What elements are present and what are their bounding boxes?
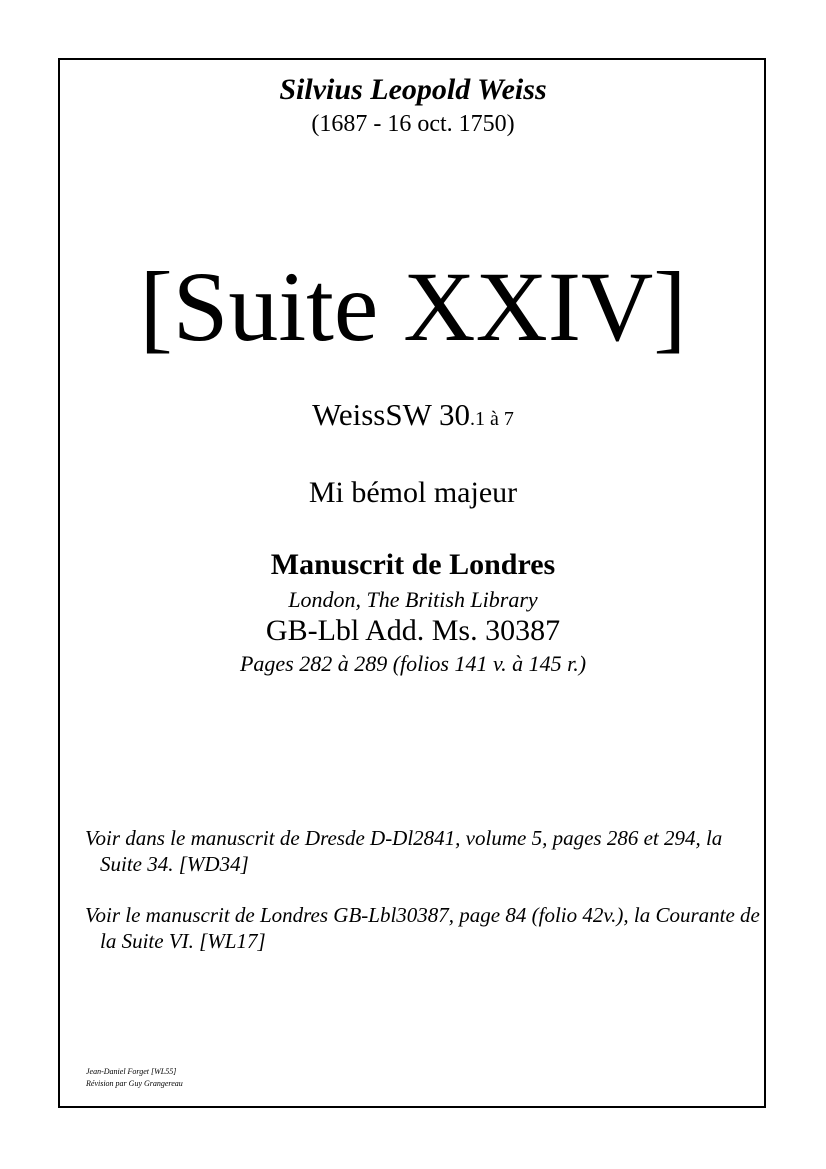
catalog-range: .1 à 7 <box>470 408 514 430</box>
note-london: Voir le manuscrit de Londres GB-Lbl30387, page 84 (folio 42v.), la Courante de la Suite VI. [WL17] <box>85 903 760 953</box>
key-signature: Mi bémol majeur <box>308 476 518 509</box>
composer-name: Silvius Leopold Weiss <box>279 73 547 106</box>
composer-dates: (1687 - 16 oct. 1750) <box>311 111 515 137</box>
credits <box>86 1066 183 1090</box>
page-title: [Suite XXIV] <box>139 251 687 362</box>
manuscript-name: Manuscrit de Londres <box>270 548 556 581</box>
shelfmark: GB-Lbl Add. Ms. 30387 <box>265 614 561 647</box>
note-dresden: Voir dans le manuscrit de Dresde D-Dl2841, volume 5, pages 286 et 294, la Suite 34. [WD34] <box>85 826 723 876</box>
catalog-main: WeissSW 30 <box>312 397 471 432</box>
revision-credit: Révision par Guy Grangereau <box>86 1079 183 1088</box>
editor-credit: Jean-Daniel Forget [WL55] <box>86 1067 177 1076</box>
page-range: Pages 282 à 289 (folios 141 v. à 145 r.) <box>239 651 587 676</box>
library-name: London, The British Library <box>288 587 538 612</box>
catalog-number <box>0 397 826 433</box>
